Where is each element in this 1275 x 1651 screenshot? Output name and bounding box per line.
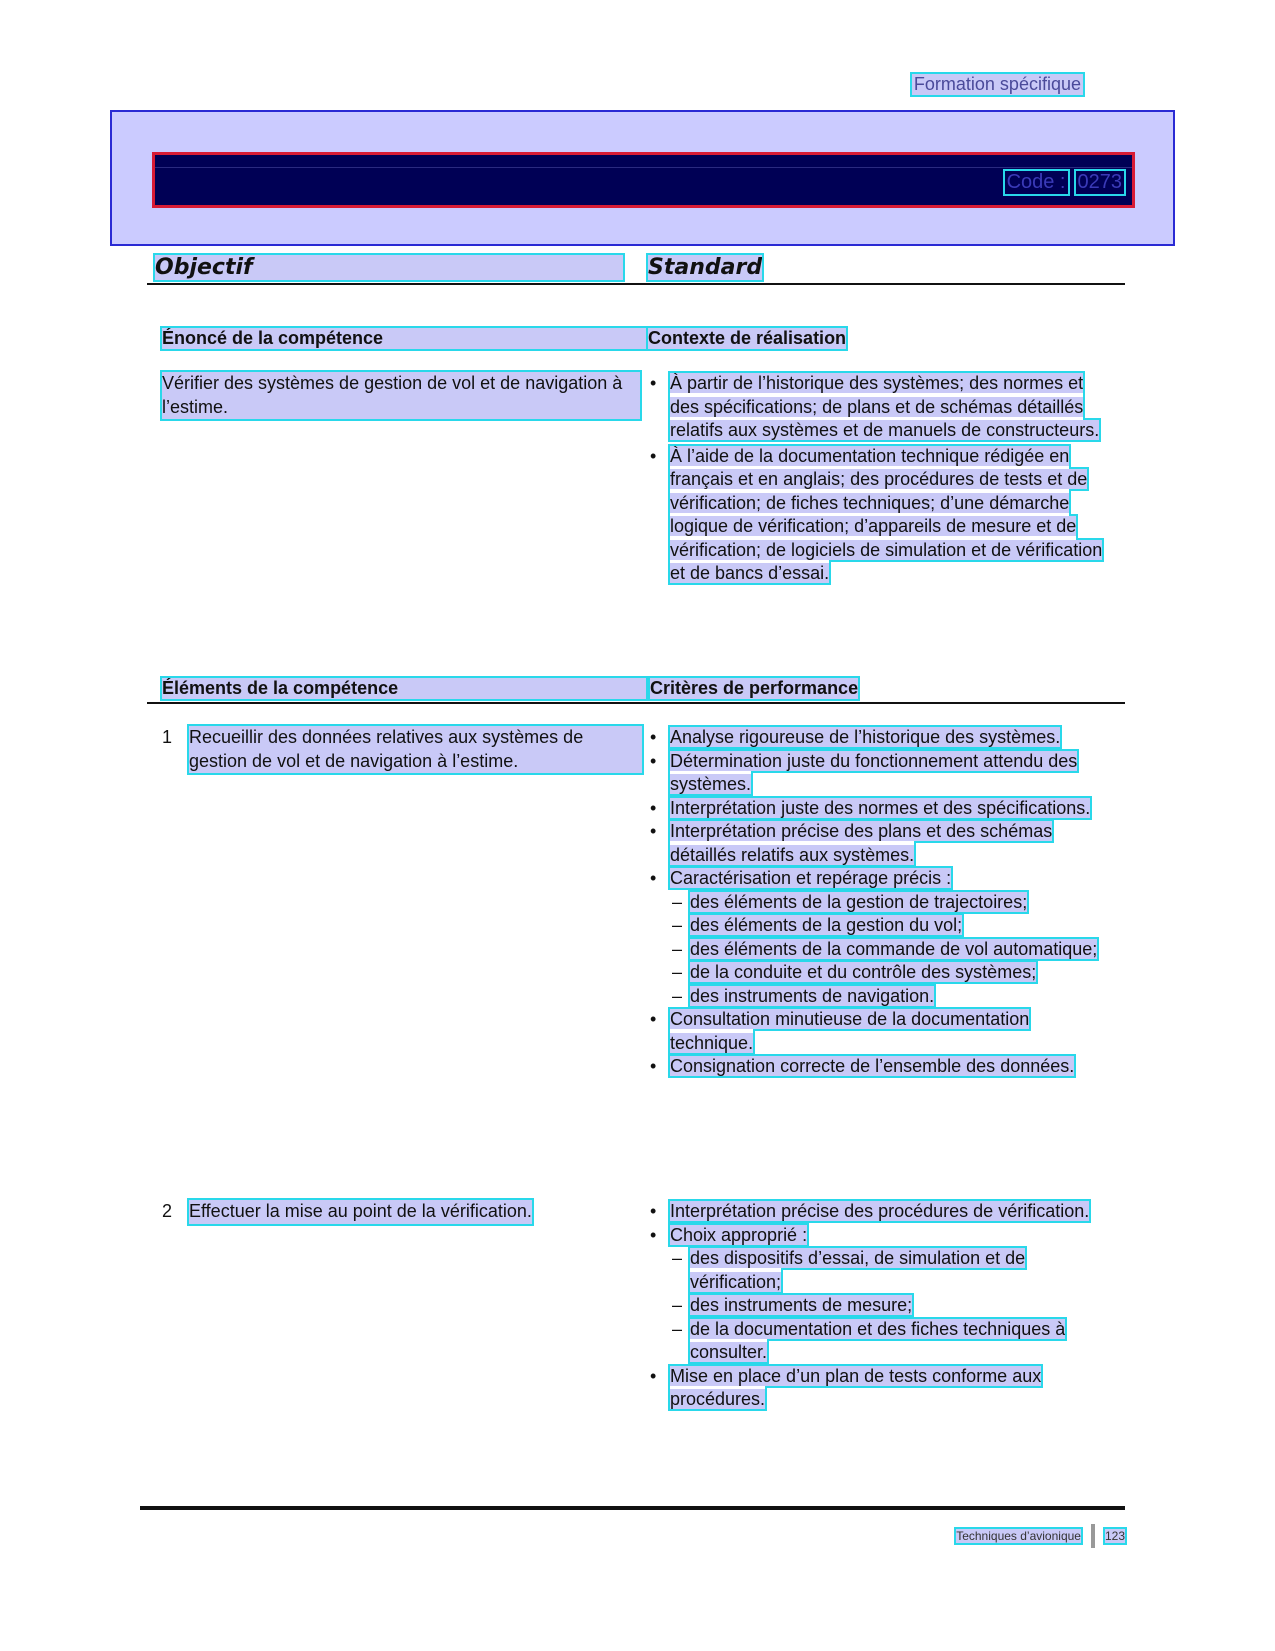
element-number: 2 [162,1201,173,1221]
context-list [648,372,1104,586]
criterion: • Mise en place d’un plan de tests conforme aux procédures. [648,1365,1110,1412]
code-label: Code : [1006,171,1066,193]
elements-rule [147,702,1125,704]
criterion: • Consultation minutieuse de la documentation technique. [648,1008,1110,1055]
footer-separator [1091,1524,1095,1548]
elements-heading: Éléments de la compétence [162,678,646,699]
criterion: • Interprétation juste des normes et des spécifications. [648,797,1110,821]
standard-title: Standard [648,255,763,280]
element-2 [162,1200,642,1224]
footer [956,1524,1125,1548]
code-value: 0273 [1077,171,1122,193]
objective-title: Objectif [155,255,623,280]
criterion: • Consignation correcte de l’ensemble des données. [648,1055,1110,1079]
sub-criterion: – de la documentation et des fiches techniques à consulter. [670,1318,1110,1365]
sub-criterion: – des instruments de mesure; [670,1294,1110,1318]
criterion: • Interprétation précise des procédures de vérification. [648,1200,1110,1224]
element-text: Recueillir des données relatives aux systèmes de gestion de vol et de navigation à l’estime. [189,726,642,773]
context-item: • À partir de l’historique des systèmes; des normes et des spécifications; de plans et de schémas détaillés relatifs aux systèmes et de manuels de constructeurs. [648,372,1104,443]
competence-statement: Vérifier des systèmes de gestion de vol et de navigation à l’estime. [162,372,640,419]
criterion: • Détermination juste du fonctionnement attendu des systèmes. [648,750,1110,797]
context-heading: Contexte de réalisation [648,328,847,348]
criteria-list-2 [648,1200,1110,1412]
page-number: 123 [1104,1529,1125,1543]
footer-program: Techniques d’avionique [956,1529,1081,1543]
criterion: • Choix approprié : – des dispositifs d’essai, de simulation et de vérification; – des instruments de mesure; – de la documentation et des fiches techniques à consulter. [648,1224,1110,1365]
criterion: • Analyse rigoureuse de l’historique des systèmes. [648,726,1110,750]
sub-criterion: – de la conduite et du contrôle des systèmes; [670,961,1110,985]
section-label: Formation spécifique [913,74,1081,94]
code-box [1005,171,1124,194]
title-rule [147,283,1125,285]
criteria-heading: Critères de performance [650,678,859,698]
element-1 [162,726,642,773]
competence-heading: Énoncé de la compétence [162,328,646,349]
sub-criterion: – des instruments de navigation. [670,985,1110,1009]
header-panel [110,110,1175,246]
sub-criterion: – des éléments de la gestion du vol; [670,914,1110,938]
context-item: • À l’aide de la documentation technique rédigée en français et en anglais; des procédures de tests et de vérification; de fiches techniques; d’une démarche logique de vérification; d’appareils de mesure et de vérification; de logiciels de simulation et de vérification et de bancs d’essai. [648,445,1104,586]
criterion: • Caractérisation et repérage précis : – des éléments de la gestion de trajectoires; – des éléments de la gestion du vol; – des éléments de la commande de vol automatique; – de la conduite et du contrôle des systèmes; – des instruments de navigation. [648,867,1110,1008]
sub-criterion: – des éléments de la commande de vol automatique; [670,938,1110,962]
criterion: • Interprétation précise des plans et des schémas détaillés relatifs aux systèmes. [648,820,1110,867]
footer-rule [140,1506,1125,1510]
title-bar [152,152,1135,208]
element-number: 1 [162,727,173,747]
title-bar-line [155,167,1132,168]
sub-criterion: – des dispositifs d’essai, de simulation et de vérification; [670,1247,1110,1294]
criteria-list-1 [648,726,1110,1079]
element-text: Effectuer la mise au point de la vérification. [189,1200,532,1224]
sub-criterion: – des éléments de la gestion de trajectoires; [670,891,1110,915]
